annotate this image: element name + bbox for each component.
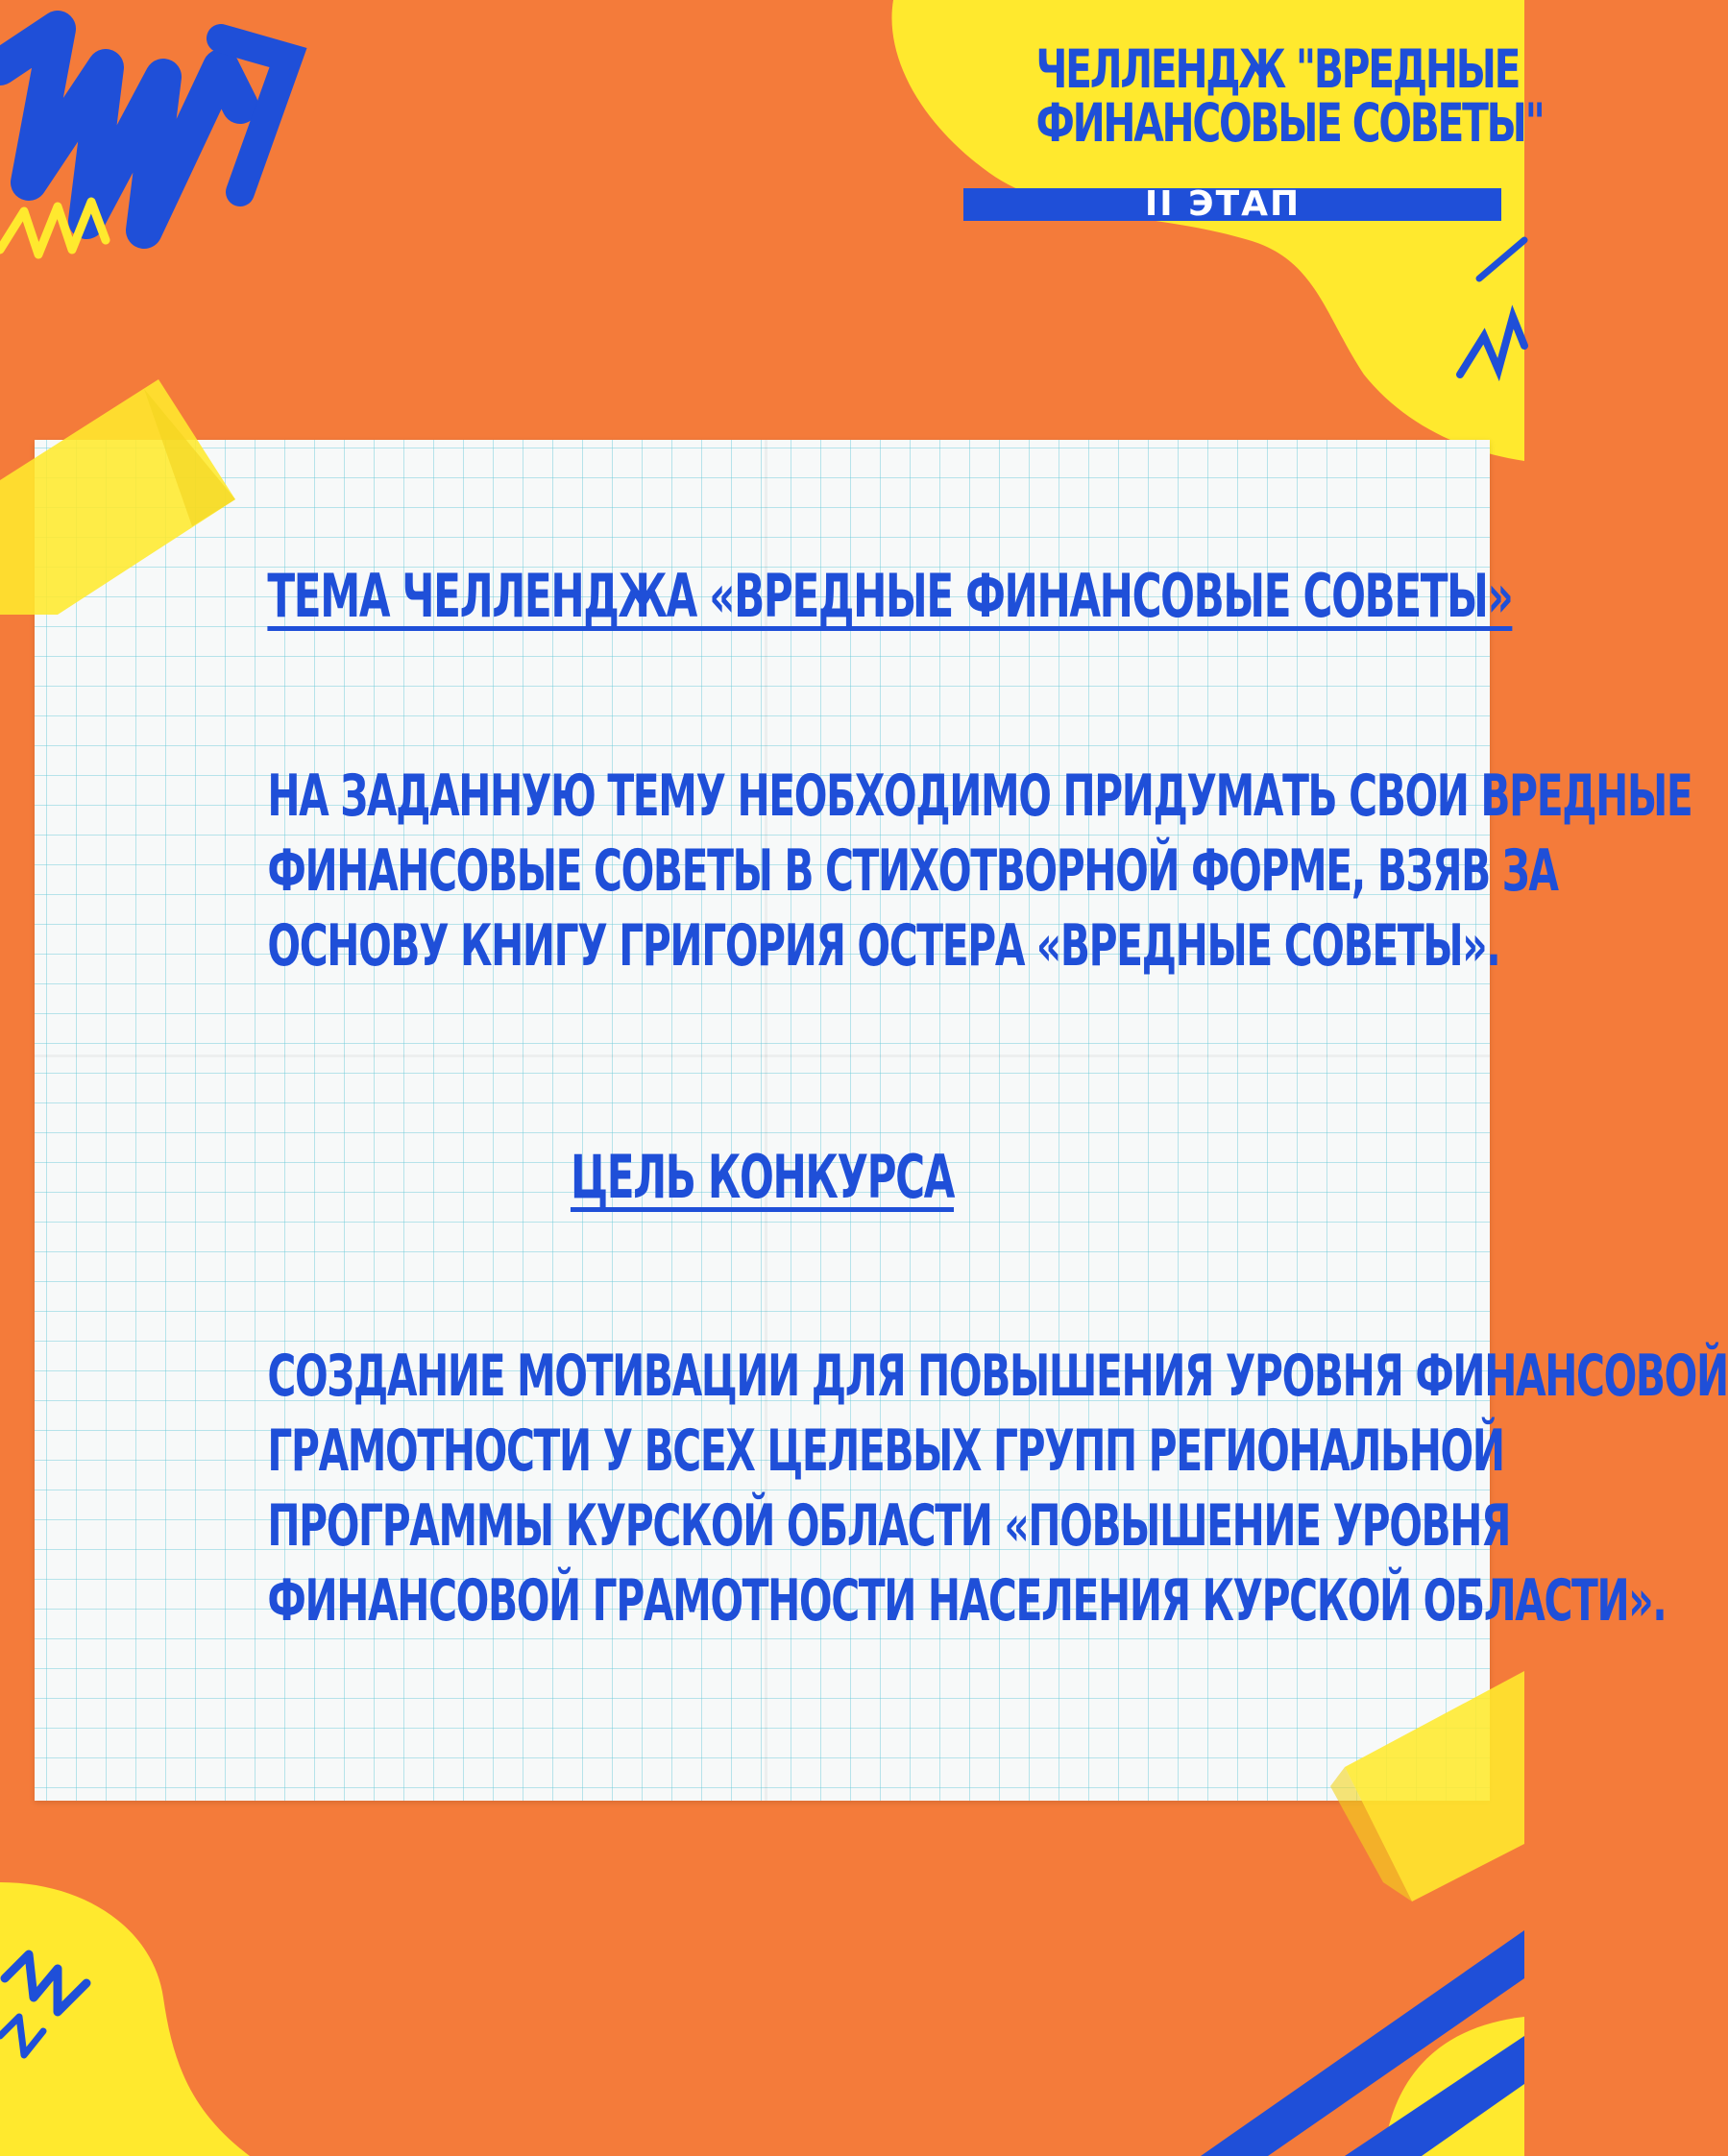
topic-line: ФИНАНСОВЫЕ СОВЕТЫ В СТИХОТВОРНОЙ ФОРМЕ, ВЗЯВ ЗА: [267, 837, 1558, 905]
goal-line: ФИНАНСОВОЙ ГРАМОТНОСТИ НАСЕЛЕНИЯ КУРСКОЙ ОБЛАСТИ».: [267, 1567, 1667, 1635]
goal-line: ПРОГРАММЫ КУРСКОЙ ОБЛАСТИ «ПОВЫШЕНИЕ УРОВНЯ: [267, 1492, 1511, 1560]
topic-heading: ТЕМА ЧЕЛЛЕНДЖА «ВРЕДНЫЕ ФИНАНСОВЫЕ СОВЕТЫ»: [267, 561, 1513, 631]
topic-heading-block: [35, 561, 1513, 631]
header-title-line-2: ФИНАНСОВЫЕ СОВЕТЫ": [1035, 92, 1544, 154]
stage-label: II ЭТАП: [1144, 184, 1302, 224]
topic-text-block: [35, 759, 1692, 983]
topic-line: НА ЗАДАННУЮ ТЕМУ НЕОБХОДИМО ПРИДУМАТЬ СВОИ ВРЕДНЫЕ: [267, 763, 1692, 830]
paper-fold-horizontal: [35, 1054, 1490, 1057]
grid-paper-sheet: [35, 440, 1728, 1801]
goal-line: ГРАМОТНОСТИ У ВСЕХ ЦЕЛЕВЫХ ГРУПП РЕГИОНАЛЬНОЙ: [267, 1417, 1504, 1485]
goal-heading: ЦЕЛЬ КОНКУРСА: [570, 1142, 955, 1212]
blue-brush-top-left: [0, 29, 240, 230]
header-title-line-1: ЧЕЛЛЕНДЖ "ВРЕДНЫЕ: [1035, 38, 1520, 100]
topic-line: ОСНОВУ КНИГУ ГРИГОРИЯ ОСТЕРА «ВРЕДНЫЕ СОВЕТЫ».: [267, 912, 1500, 980]
stage-banner: [963, 184, 1501, 224]
header-title: [965, 38, 1544, 154]
yellow-blob-bottom-left: [0, 1882, 250, 2156]
goal-heading-block: [35, 1144, 1490, 1211]
goal-line: СОЗДАНИЕ МОТИВАЦИИ ДЛЯ ПОВЫШЕНИЯ УРОВНЯ ФИНАНСОВОЙ: [267, 1343, 1728, 1410]
goal-text-block: [35, 1339, 1728, 1638]
